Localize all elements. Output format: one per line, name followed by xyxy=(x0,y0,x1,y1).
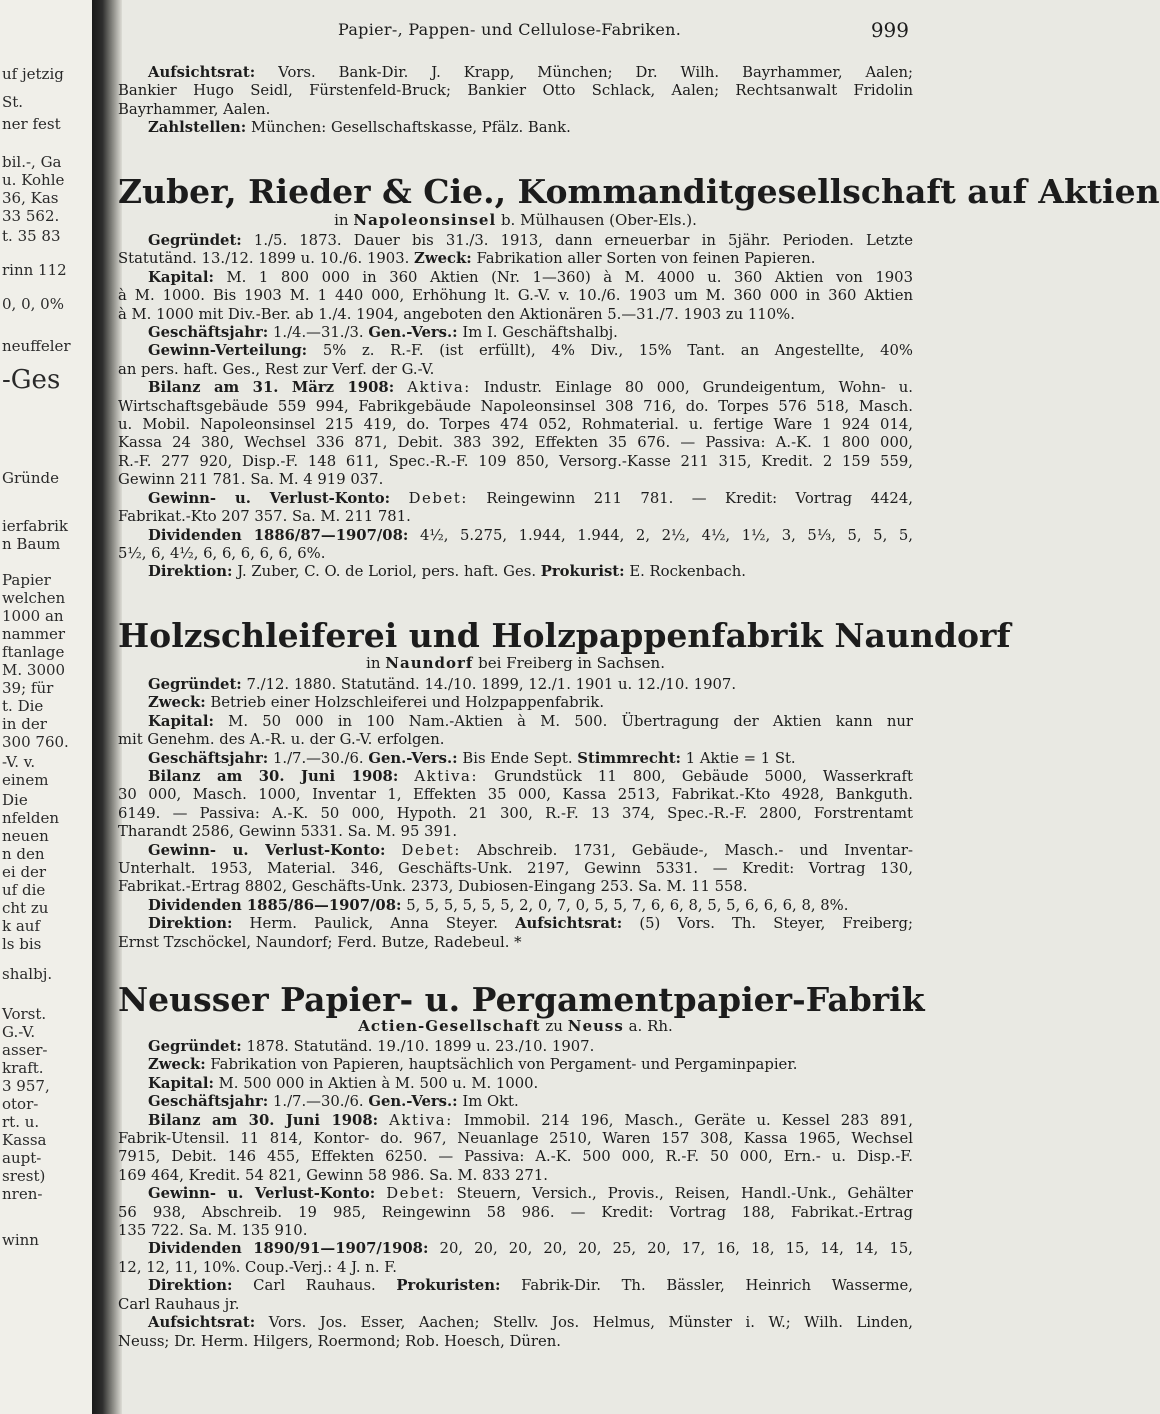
field-label: Bilanz am 31. März 1908: xyxy=(148,379,395,397)
naundorf-line xyxy=(118,823,913,841)
left-fragment: welchen xyxy=(2,589,66,607)
naundorf-loc-post: bei Freiberg in Sachsen. xyxy=(478,654,665,672)
naundorf-line xyxy=(118,897,913,915)
neuss-line xyxy=(118,1314,913,1332)
neuss-line xyxy=(118,1259,913,1277)
field-text: Carl Rauhaus jr. xyxy=(118,1295,240,1313)
left-fragment: n Baum xyxy=(2,535,61,553)
left-fragment: ierfabrik xyxy=(2,517,68,535)
left-fragment: Vorst. xyxy=(2,1005,47,1023)
field-label: Aufsichtsrat: xyxy=(515,915,623,933)
field-label: Bilanz am 30. Juni 1908: xyxy=(148,1111,379,1129)
field-text: Im I. Geschäftshalbj. xyxy=(462,324,618,342)
neuss-loc-place: Neuss xyxy=(567,1017,624,1035)
left-fragment: ls bis xyxy=(2,935,42,953)
left-fragment: srest) xyxy=(2,1167,46,1185)
field-label: Zweck: xyxy=(148,1056,206,1074)
naundorf-line xyxy=(118,731,913,749)
field-label: Zweck: xyxy=(148,694,206,712)
left-fragment: cht zu xyxy=(2,899,49,917)
field-text: an pers. haft. Ges., Rest zur Verf. der G.-V. xyxy=(118,360,435,378)
field-text: Fabrikation aller Sorten von feinen Papieren. xyxy=(476,250,816,268)
field-text: 6149. — Passiva: A.-K. 50 000, Hypoth. 21 300, R.-F. 13 374, Spec.-R.-F. 2800, Forstrentamt xyxy=(118,804,913,822)
field-label: Direktion: xyxy=(148,563,233,581)
naundorf-line xyxy=(118,878,913,896)
field-text: Statutänd. 13./12. 1899 u. 10./6. 1903. xyxy=(118,250,410,268)
field-text: Fabrikat.-Kto 207 357. Sa. M. 211 781. xyxy=(118,508,411,526)
field-text: 30 000, Masch. 1000, Inventar 1, Effekten 35 000, Kassa 2513, Fabrikat.-Kto 4928, Bankguth. xyxy=(118,786,913,804)
zuber-line xyxy=(118,287,913,305)
naundorf-title: Holzschleiferei und Holzpappenfabrik Naundorf xyxy=(118,616,1011,655)
zuber-line xyxy=(118,232,913,250)
spaced-term: Debet: xyxy=(401,841,461,859)
field-label: Gegründet: xyxy=(148,676,242,693)
left-fragment: Gründe xyxy=(2,469,59,487)
left-fragment: 36, Kas xyxy=(2,189,59,207)
neuss-line xyxy=(118,1038,913,1056)
field-label: Gegründet: xyxy=(148,1038,242,1055)
naundorf-line xyxy=(118,842,913,860)
zuber-line xyxy=(118,324,913,342)
field-text: Carl Rauhaus. xyxy=(253,1277,376,1295)
zuber-line xyxy=(118,563,913,581)
field-text: 12, 12, 11, 10%. Coup.-Verj.: 4 J. n. F. xyxy=(118,1258,397,1276)
left-fragment: kraft. xyxy=(2,1059,44,1077)
field-label: Gewinn- u. Verlust-Konto: xyxy=(148,489,391,507)
zuber-line xyxy=(118,306,913,324)
left-fragment: nfelden xyxy=(2,809,60,827)
page-content xyxy=(118,0,1160,1414)
neuss-line xyxy=(118,1296,913,1314)
zuber-line xyxy=(118,471,913,489)
zuber-line xyxy=(118,453,913,471)
neuss-line xyxy=(118,1277,913,1295)
left-fragment: nren- xyxy=(2,1185,43,1203)
spaced-term: Debet: xyxy=(408,489,468,507)
field-label: Dividenden 1890/91—1907/1908: xyxy=(148,1240,429,1258)
left-fragment: rinn 112 xyxy=(2,261,67,279)
field-text: Abschreib. 1731, Gebäude-, Masch.- und Inventar- xyxy=(477,841,913,859)
field-label: Gen.-Vers.: xyxy=(368,749,458,767)
spaced-term: Aktiva: xyxy=(389,1111,453,1129)
field-label: Gewinn- u. Verlust-Konto: xyxy=(148,841,386,859)
field-label: Prokurist: xyxy=(540,563,625,581)
left-fragment: winn xyxy=(2,1231,39,1249)
adjacent-page-fragment xyxy=(0,0,92,1414)
naundorf-line xyxy=(118,676,913,694)
zuber-loc-post: b. Mülhausen (Ober-Els.). xyxy=(500,211,697,229)
zahlstellen-text: München: Gesellschaftskasse, Pfälz. Bank. xyxy=(250,119,571,137)
neuss-title: Neusser Papier- u. Pergamentpapier-Fabrik xyxy=(118,980,925,1019)
zuber-line xyxy=(118,416,913,434)
field-label: Stimmrecht: xyxy=(577,749,681,767)
left-fragment: shalbj. xyxy=(2,965,53,983)
naundorf-loc-pre: in xyxy=(366,654,381,672)
field-label: Dividenden 1885/86—1907/08: xyxy=(148,896,402,914)
left-fragment: Kassa xyxy=(2,1131,47,1149)
left-fragment: uf die xyxy=(2,881,46,899)
zuber-line xyxy=(118,545,913,563)
aufsichtsrat-line3: Bayrhammer, Aalen. xyxy=(118,100,271,118)
left-fragment: uf jetzig xyxy=(2,65,64,83)
field-text: 1./7.—30./6. xyxy=(272,749,364,767)
field-label: Geschäftsjahr: xyxy=(148,324,269,342)
field-text: 5, 5, 5, 5, 5, 5, 2, 0, 7, 0, 5, 5, 7, 6, 6, 8, 5, 5, 6, 6, 6, 8, 8%. xyxy=(406,896,849,914)
naundorf-line xyxy=(118,694,913,712)
field-label: Zweck: xyxy=(414,250,472,268)
field-text: 5% z. R.-F. (ist erfüllt), 4% Div., 15% Tant. an Angestellte, 40% xyxy=(322,342,913,360)
left-fragment: nammer xyxy=(2,625,66,643)
aufsichtsrat-continued xyxy=(118,64,913,138)
field-label: Dividenden 1886/87—1907/08: xyxy=(148,526,409,544)
neuss-line xyxy=(118,1056,913,1074)
zuber-line xyxy=(118,269,913,287)
field-text: 56 938, Abschreib. 19 985, Reingewinn 58 986. — Kredit: Vortrag 188, Fabrikat.-Ertrag xyxy=(118,1203,913,1221)
field-text: Reingewinn 211 781. — Kredit: Vortrag 4424, xyxy=(486,489,913,507)
neuss-line xyxy=(118,1222,913,1240)
field-label: Kapital: xyxy=(148,712,214,730)
field-text: 1./4.—31./3. xyxy=(272,324,364,342)
zuber-line xyxy=(118,434,913,452)
field-label: Gen.-Vers.: xyxy=(368,324,458,342)
left-fragment: G.-V. xyxy=(2,1023,36,1041)
left-fragment: Die xyxy=(2,791,28,809)
field-text: 7./12. 1880. Statutänd. 14./10. 1899, 12./1. 1901 u. 12./10. 1907. xyxy=(246,676,737,693)
field-text: M. 50 000 in 100 Nam.-Aktien à M. 500. Übertragung der Aktien kann nur xyxy=(228,712,913,730)
field-text: Wirtschaftsgebäude 559 994, Fabrikgebäude Napoleonsinsel 308 716, do. Torpes 576 518, Masch. xyxy=(118,397,913,415)
left-fragment: t. 35 83 xyxy=(2,227,61,245)
naundorf-line xyxy=(118,805,913,823)
left-fragment: rt. u. xyxy=(2,1113,40,1131)
left-fragment: -V. v. xyxy=(2,753,36,771)
field-label: Gegründet: xyxy=(148,232,242,249)
running-header xyxy=(118,20,913,42)
zuber-line xyxy=(118,527,913,545)
field-text: Grundstück 11 800, Gebäude 5000, Wasserkraft xyxy=(494,768,913,786)
field-label: Aufsichtsrat: xyxy=(148,1314,256,1332)
field-text: (5) Vors. Th. Steyer, Freiberg; xyxy=(639,915,913,933)
zuber-line xyxy=(118,508,913,526)
field-text: Neuss; Dr. Herm. Hilgers, Roermond; Rob. Hoesch, Düren. xyxy=(118,1332,561,1350)
left-fragment: k auf xyxy=(2,917,41,935)
spaced-term: Aktiva: xyxy=(414,768,479,786)
naundorf-line xyxy=(118,713,913,731)
field-label: Gewinn-Verteilung: xyxy=(148,342,308,360)
neuss-line xyxy=(118,1112,913,1130)
left-fragment: t. Die xyxy=(2,697,44,715)
field-text: Immobil. 214 196, Masch., Geräte u. Kessel 283 891, xyxy=(463,1111,913,1129)
left-fragment: in der xyxy=(2,715,47,733)
neuss-line xyxy=(118,1204,913,1222)
neuss-loc-pre: Actien-Gesellschaft xyxy=(358,1017,541,1035)
field-text: Fabrik-Dir. Th. Bässler, Heinrich Wasserme, xyxy=(521,1277,913,1295)
neuss-line xyxy=(118,1130,913,1148)
field-text: Fabrik-Utensil. 11 814, Kontor- do. 967, Neuanlage 2510, Waren 157 308, Kassa 1965, Wechsel xyxy=(118,1130,913,1148)
field-text: Vors. Jos. Esser, Aachen; Stellv. Jos. Helmus, Münster i. W.; Wilh. Linden, xyxy=(268,1314,913,1332)
field-text: Herm. Paulick, Anna Steyer. xyxy=(249,915,498,933)
field-text: Unterhalt. 1953, Material. 346, Geschäfts-Unk. 2197, Gewinn 5331. — Kredit: Vortrag 130, xyxy=(118,860,913,878)
field-text: Gewinn 211 781. Sa. M. 4 919 037. xyxy=(118,471,384,489)
neuss-line xyxy=(118,1167,913,1185)
neuss-line xyxy=(118,1075,913,1093)
neuss-line xyxy=(118,1333,913,1351)
field-text: 4½, 5.275, 1.944, 1.944, 2, 2½, 4½, 1½, 3, 5⅓, 5, 5, 5, xyxy=(419,526,913,544)
zuber-line xyxy=(118,490,913,508)
aufsichtsrat-text: Vors. Bank-Dir. J. Krapp, München; Dr. Wilh. Bayrhammer, Aalen; xyxy=(278,64,913,81)
naundorf-line xyxy=(118,768,913,786)
zuber-line xyxy=(118,398,913,416)
left-fragment: bil.-, Ga xyxy=(2,153,62,171)
field-text: J. Zuber, C. O. de Loriol, pers. haft. Ges. xyxy=(237,563,537,581)
spaced-term: Debet: xyxy=(386,1185,446,1203)
left-fragment: 3 957, xyxy=(2,1077,50,1095)
neuss-line xyxy=(118,1240,913,1258)
field-text: à M. 1000. Bis 1903 M. 1 440 000, Erhöhung lt. G.-V. v. 10./6. 1903 um M. 360 000 in 360 Aktien xyxy=(118,287,913,305)
field-label: Direktion: xyxy=(148,1277,233,1295)
zuber-location xyxy=(118,211,913,229)
field-text: 1./7.—30./6. xyxy=(272,1093,364,1111)
left-fragment: u. Kohle xyxy=(2,171,65,189)
left-fragment: ftanlage xyxy=(2,643,65,661)
neuss-line xyxy=(118,1093,913,1111)
zuber-entry xyxy=(118,232,913,582)
field-label: Gewinn- u. Verlust-Konto: xyxy=(148,1185,376,1203)
field-label: Gen.-Vers.: xyxy=(368,1093,458,1111)
field-text: u. Mobil. Napoleonsinsel 215 419, do. Torpes 474 052, Rohmaterial. u. fertige Ware 1 924 014, xyxy=(118,416,913,434)
field-label: Direktion: xyxy=(148,915,233,933)
field-text: R.-F. 277 920, Disp.-F. 148 611, Spec.-R.-F. 109 850, Versorg.-Kasse 211 315, Kredit. 2 159 559, xyxy=(118,452,913,470)
left-fragment: 1000 an xyxy=(2,607,64,625)
field-label: Prokuristen: xyxy=(396,1277,501,1295)
field-text: mit Genehm. des A.-R. u. der G.-V. erfolgen. xyxy=(118,731,445,749)
field-text: Industr. Einlage 80 000, Grundeigentum, Wohn- u. xyxy=(483,379,913,397)
aufsichtsrat-line2: Bankier Hugo Seidl, Fürstenfeld-Bruck; Bankier Otto Schlack, Aalen; Rechtsanwalt Fridolin xyxy=(118,82,913,100)
neuss-line xyxy=(118,1185,913,1203)
left-fragment: einem xyxy=(2,771,49,789)
neuss-loc-mid: zu xyxy=(545,1017,563,1035)
field-text: E. Rockenbach. xyxy=(629,563,746,581)
field-text: 1./5. 1873. Dauer bis 31./3. 1913, dann erneuerbar in 5jähr. Perioden. Letzte xyxy=(253,232,913,249)
zuber-loc-place: Napoleonsinsel xyxy=(353,211,497,229)
field-text: 1 Aktie = 1 St. xyxy=(685,749,796,767)
naundorf-line xyxy=(118,786,913,804)
left-fragment: 33 562. xyxy=(2,207,60,225)
field-text: Ernst Tzschöckel, Naundorf; Ferd. Butze, Radebeul. * xyxy=(118,933,522,951)
left-fragment: ner fest xyxy=(2,115,61,133)
neuss-loc-post: a. Rh. xyxy=(628,1017,673,1035)
field-text: M. 1 800 000 in 360 Aktien (Nr. 1—360) à M. 4000 u. 360 Aktien von 1903 xyxy=(226,268,913,286)
naundorf-line xyxy=(118,934,913,952)
field-text: 20, 20, 20, 20, 20, 25, 20, 17, 16, 18, 15, 14, 14, 15, xyxy=(439,1240,913,1258)
field-text: à M. 1000 mit Div.-Ber. ab 1./4. 1904, angeboten den Aktionären 5.—31./7. 1903 zu 110%. xyxy=(118,305,795,323)
left-fragment: ei der xyxy=(2,863,47,881)
field-text: 1878. Statutänd. 19./10. 1899 u. 23./10. 1907. xyxy=(246,1038,595,1055)
left-fragment: -Ges xyxy=(2,365,61,395)
field-text: M. 500 000 in Aktien à M. 500 u. M. 1000. xyxy=(218,1074,539,1092)
spaced-term: Aktiva: xyxy=(407,379,471,397)
field-text: Tharandt 2586, Gewinn 5331. Sa. M. 95 391. xyxy=(118,823,458,841)
naundorf-line xyxy=(118,915,913,933)
zuber-loc-pre: in xyxy=(334,211,349,229)
naundorf-line xyxy=(118,860,913,878)
aufsichtsrat-label: Aufsichtsrat: xyxy=(148,64,256,81)
zuber-line xyxy=(118,342,913,360)
left-fragment: 39; für xyxy=(2,679,54,697)
field-text: Steuern, Versich., Provis., Reisen, Handl.-Unk., Gehälter xyxy=(456,1185,913,1203)
field-text: Fabrikation von Papieren, hauptsächlich von Pergament- und Pergaminpapier. xyxy=(210,1056,798,1074)
page-number: 999 xyxy=(870,18,909,42)
left-fragment: St. xyxy=(2,93,24,111)
left-fragment: otor- xyxy=(2,1095,39,1113)
left-fragment: neuen xyxy=(2,827,49,845)
field-text: Betrieb einer Holzschleiferei und Holzpappenfabrik. xyxy=(210,694,605,712)
zuber-line xyxy=(118,379,913,397)
left-fragment: 0, 0, 0% xyxy=(2,295,64,313)
zuber-line xyxy=(118,250,913,268)
field-text: Im Okt. xyxy=(462,1093,519,1111)
neuss-entry xyxy=(118,1038,913,1351)
left-fragment: 300 760. xyxy=(2,733,69,751)
field-label: Kapital: xyxy=(148,1074,214,1092)
field-text: Fabrikat.-Ertrag 8802, Geschäfts-Unk. 2373, Dubiosen-Eingang 253. Sa. M. 11 558. xyxy=(118,878,748,896)
field-text: 5½, 6, 4½, 6, 6, 6, 6, 6, 6%. xyxy=(118,544,326,562)
left-fragment: neuffeler xyxy=(2,337,71,355)
field-text: 135 722. Sa. M. 135 910. xyxy=(118,1222,308,1240)
field-label: Bilanz am 30. Juni 1908: xyxy=(148,768,399,786)
field-label: Geschäftsjahr: xyxy=(148,749,269,767)
left-fragment: Papier xyxy=(2,571,51,589)
neuss-location xyxy=(118,1017,913,1035)
naundorf-location xyxy=(118,654,913,672)
header-title: Papier-, Pappen- und Cellulose-Fabriken. xyxy=(338,20,682,39)
naundorf-entry xyxy=(118,676,913,952)
naundorf-line xyxy=(118,750,913,768)
field-label: Geschäftsjahr: xyxy=(148,1093,269,1111)
left-fragment: aupt- xyxy=(2,1149,42,1167)
left-fragment: n den xyxy=(2,845,45,863)
naundorf-loc-place: Naundorf xyxy=(385,654,474,672)
neuss-line xyxy=(118,1148,913,1166)
zuber-line xyxy=(118,361,913,379)
zahlstellen-label: Zahlstellen: xyxy=(148,119,247,137)
field-text: Bis Ende Sept. xyxy=(462,749,573,767)
left-fragment: asser- xyxy=(2,1041,48,1059)
left-fragment: M. 3000 xyxy=(2,661,66,679)
field-text: 7915, Debit. 146 455, Effekten 6250. — Passiva: A.-K. 500 000, R.-F. 50 000, Ern.- u. Disp.-F. xyxy=(118,1148,913,1166)
field-label: Kapital: xyxy=(148,268,214,286)
field-text: Kassa 24 380, Wechsel 336 871, Debit. 383 392, Effekten 35 676. — Passiva: A.-K. 1 800 000, xyxy=(118,434,913,452)
field-text: 169 464, Kredit. 54 821, Gewinn 58 986. Sa. M. 833 271. xyxy=(118,1166,548,1184)
zuber-title: Zuber, Rieder & Cie., Kommanditgesellschaft auf Aktien xyxy=(118,172,1160,211)
